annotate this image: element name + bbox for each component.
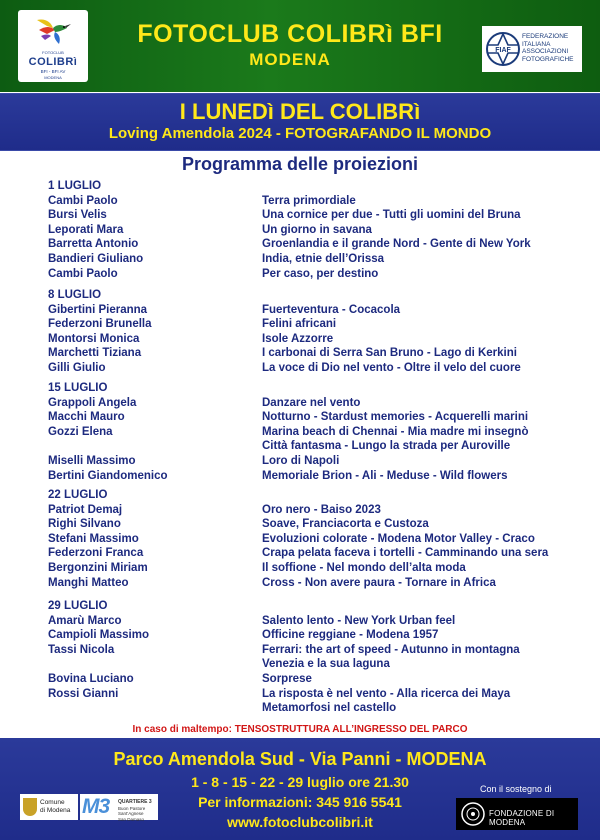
comune-line: di Modena [40,806,71,814]
program-title-line: India, etnie dell’Orissa [262,253,385,265]
program-author: Stefani Massimo [48,532,139,545]
program-author: Gibertini Pieranna [48,303,148,316]
q3-title: QUARTIERE 3 [118,799,152,805]
q3-line: San Damaso [118,816,145,822]
fiaf-text [522,33,582,63]
program-title-line: Danzare nel vento [262,396,361,409]
q3-mark: M3 [82,795,110,818]
club-subtitle: MODENA [249,50,331,69]
program-author: Amarù Marco [48,614,122,627]
program-author: Campioli Massimo [48,629,149,642]
fiaf-line: ITALIANA [522,40,551,48]
crest-icon [23,798,37,816]
program-author: Manghi Matteo [48,576,129,589]
program-author: Gilli Giulio [48,362,106,374]
program-author: Cambi Paolo [48,194,118,207]
website-link[interactable]: www.fotoclubcolibri.it [227,814,373,830]
program-author: Cambi Paolo [48,267,118,280]
program-title-line: Officine reggiane - Modena 1957 [262,629,439,642]
program-author: Grappoli Angela [48,396,137,409]
program-title-line: Una cornice per due - Tutti gli uomini del Bruna [262,209,521,222]
program-date: 15 LUGLIO [48,382,108,394]
program-title-line: La voce di Dio nel vento - Oltre il velo del cuore [262,362,521,374]
fiaf-line: FOTOGRAFICHE [522,55,574,63]
logo-name: COLIBRì [28,56,78,68]
fiaf-line: FEDERAZIONE [522,33,569,40]
program-author: Rossi Gianni [48,687,119,700]
comune-logo [20,794,78,820]
aperture-icon [485,31,521,67]
program-title-line: Terra primordiale [262,194,356,207]
program-title-line: Felini africani [262,318,337,331]
program-author: Leporati Mara [48,223,124,236]
hummingbird-icon [35,16,71,46]
program-title-line: Fuerteventura - Cocacola [262,303,401,316]
program-author: Marchetti Tiziana [48,347,142,360]
logo-city: MODENA [44,75,62,80]
program-title-line: Venezia e la sua laguna [262,658,390,671]
rain-notice [0,724,600,735]
program-title-line: La risposta è nel vento - Alla ricerca dei Maya [262,687,511,700]
sponsor-name: FONDAZIONE DI MODENA [489,809,555,827]
header-band [0,0,600,92]
program-date: 29 LUGLIO [48,600,108,612]
program-title-line: Crapa pelata faceva i tortelli - Camminando una sera [262,547,549,560]
colibri-logo [18,10,88,82]
program-title-line: Soave, Franciacorta e Custoza [262,518,429,531]
program-title-line: Isole Azzorre [262,332,334,345]
program-author: Bandieri Giuliano [48,253,144,265]
program-author: Bovina Luciano [48,673,134,685]
program-title-line: Ferrari: the art of speed - Autunno in montagna [262,643,520,656]
fiaf-line: ASSOCIAZIONI [522,48,569,55]
venue: Parco Amendola Sud - Via Panni - MODENA [113,749,487,769]
program-title-line: Notturno - Stardust memories - Acquerelli marini [262,411,529,424]
program-date: 22 LUGLIO [48,489,108,501]
program-author: Federzoni Franca [48,547,144,560]
program-title-line: Marina beach di Chennai - Mia madre mi insegnò [262,425,529,438]
program-author: Righi Silvano [48,518,121,531]
q3-line: Sant’Agnese [118,811,144,816]
info-phone: Per informazioni: 345 916 5541 [198,794,402,810]
comune-line: Comune [40,799,65,806]
event-dates: 1 - 8 - 15 - 22 - 29 luglio ore 21.30 [191,774,409,790]
q3-line: Buon Pastore [118,805,146,811]
quartiere-logo [80,794,158,820]
fiaf-logo [482,26,582,72]
program-author: Bergonzini Miriam [48,562,148,574]
program-date: 8 LUGLIO [48,289,102,301]
program-title: Programma delle proiezioni [181,154,419,174]
program-title-line: Città fantasma - Lungo la strada per Auroville [262,440,511,453]
program-author: Tassi Nicola [48,643,115,656]
program-author: Montorsi Monica [48,332,140,345]
program-title-line: Evoluzioni colorate - Modena Motor Valley - Craco [262,532,535,545]
program-title-line: Salento lento - New York Urban feel [262,614,456,627]
event-subtitle: Loving Amendola 2024 - FOTOGRAFANDO IL MONDO [108,125,492,142]
program-author: Patriot Demaj [48,503,123,516]
seal-icon [460,801,486,827]
program-title-line: Un giorno in savana [262,223,372,236]
logo-line: BFI - BFI AV [40,69,66,74]
fiaf-mark-text: FIAF [495,47,511,54]
event-title: I LUNEDì DEL COLIBRì [179,99,421,124]
logo-small-text: FOTOCLUB [42,50,64,55]
sponsor-label: Con il sostegno di [480,784,552,794]
program-author: Federzoni Brunella [48,318,152,331]
program-title-line: I carbonai di Serra San Bruno - Lago di Kerkini [262,347,517,360]
sponsor-logo [456,798,578,830]
program-title-line: Groenlandia e il grande Nord - Gente di New York [262,238,531,251]
program-title-line: Il soffione - Nel mondo dell’alta moda [262,562,466,574]
program-title-line: Sorprese [262,673,312,685]
rain-notice-text: TENSOSTRUTTURA ALL’INGRESSO DEL PARCO [234,724,468,735]
program-title-line: Oro nero - Baiso 2023 [262,503,381,516]
program-author: Bertini Giandomenico [48,469,168,482]
program-author: Bursi Velis [48,209,107,222]
program-author: Miselli Massimo [48,455,136,467]
program-author: Macchi Mauro [48,411,125,424]
program-title-line: Memoriale Brion - Ali - Meduse - Wild flowers [262,469,508,482]
club-title: FOTOCLUB COLIBRì BFI [137,20,443,48]
program-title-line: Cross - Non avere paura - Tornare in Africa [262,576,496,589]
rain-notice-label: In caso di maltempo: [132,724,232,735]
program-author: Barretta Antonio [48,238,139,251]
event-banner [0,93,600,151]
program-title-line: Metamorfosi nel castello [262,702,397,715]
program-date: 1 LUGLIO [48,180,102,192]
program-author: Gozzi Elena [48,425,113,438]
program-title-line: Loro di Napoli [262,455,340,467]
program-title-line: Per caso, per destino [262,267,379,280]
